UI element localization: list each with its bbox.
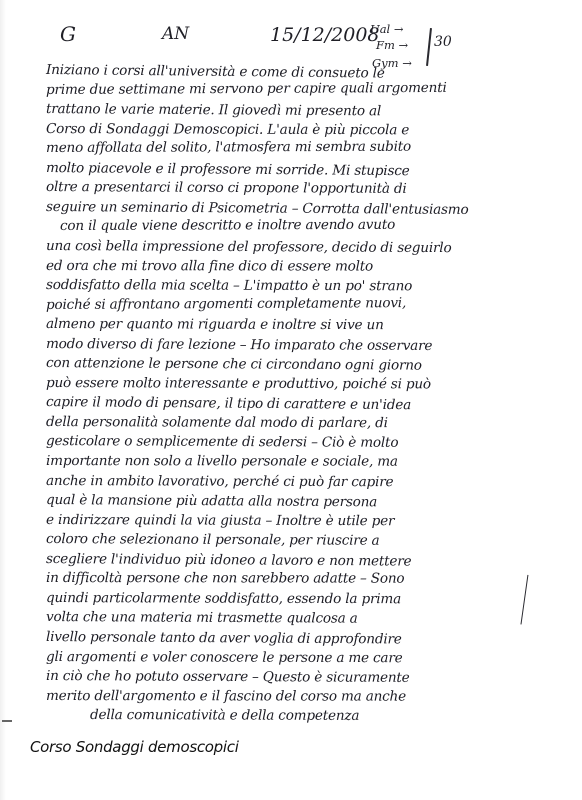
essay-line: Corso di Sondaggi Demoscopici. L'aula è più piccola e: [45, 120, 410, 138]
essay-line: gli argomenti e voler conoscere le persone a me care: [45, 648, 403, 666]
essay-line: quindi particolarmente soddisfatto, essendo la prima: [45, 589, 402, 608]
header-initial: G: [60, 22, 76, 46]
essay-line: scegliere l'individuo più idoneo a lavoro e non mettere: [45, 550, 412, 570]
essay-line: almeno per quanto mi riguarda e inoltre si vive un: [45, 316, 384, 334]
essay-line: prime due settimane mi servono per capire quali argomenti: [45, 79, 447, 98]
scan-edge-shadow: [0, 0, 6, 800]
header-date: 15/12/2008: [270, 24, 380, 46]
essay-line: in difficoltà persone che non sarebbero adatte – Sono: [45, 570, 405, 587]
essay-line: poiché si affrontano argomenti completamente nuovi,: [45, 294, 407, 313]
essay-line: Iniziano i corsi all'università e come di consueto le: [45, 62, 385, 82]
essay-line: capire il modo di pensare, il tipo di carattere e un'idea: [45, 394, 412, 414]
score-total: 30: [434, 34, 452, 50]
essay-line: della comunicatività e della competenza: [89, 707, 360, 725]
essay-line: soddisfatto della mia scelta – L'impatto è un po' strano: [45, 277, 413, 295]
essay-line: modo diverso di fare lezione – Ho imparato che osservare: [45, 335, 433, 354]
essay-line: gesticolare o semplicemente di sedersi – Ciò è molto: [45, 433, 399, 452]
essay-line: importante non solo a livello personale e sociale, ma: [45, 453, 398, 470]
essay-line: seguire un seminario di Psicometria – Corrotta dall'entusiasmo: [45, 198, 469, 218]
essay-line: e indirizzare quindi la via giusta – Inoltre è utile per: [45, 511, 395, 529]
page-caption: Corso Sondaggi demoscopici: [30, 738, 239, 756]
essay-line: merito dell'argomento e il fascino del corso ma anche: [45, 687, 406, 705]
score-line-3: Gym →: [372, 56, 412, 70]
essay-line: può essere molto interessante e produttivo, poiché si può: [45, 374, 431, 393]
essay-line: con il quale viene descritto e inoltre avendo avuto: [59, 217, 396, 235]
margin-tick: [2, 720, 12, 722]
essay-line: della personalità solamente dal modo di parlare, di: [45, 413, 388, 432]
essay-line: oltre a presentarci il corso ci propone l'opportunità di: [45, 179, 407, 198]
essay-line: anche in ambito lavorativo, perché ci può far capire: [45, 472, 394, 490]
essay-line: trattano le varie materie. Il giovedì mi presento al: [45, 101, 382, 120]
score-separator: [426, 28, 432, 66]
margin-bracket-mark: [511, 573, 529, 624]
essay-line: ed ora che mi trovo alla fine dico di essere molto: [45, 257, 374, 275]
essay-line: livello personale tanto da aver voglia di approfondire: [45, 628, 402, 648]
essay-line: coloro che selezionano il personale, per riuscire a: [45, 531, 380, 549]
essay-line: volta che una materia mi trasmette qualcosa a: [45, 609, 358, 628]
essay-line: una così bella impressione del professore, decido di seguirlo: [45, 237, 452, 257]
score-line-1: Ual →: [370, 22, 404, 36]
essay-line: meno affollata del solito, l'atmosfera mi sembra subito: [45, 138, 412, 157]
essay-line: con attenzione le persone che ci circondano ogni giorno: [45, 355, 422, 374]
score-line-2: Fm →: [376, 38, 409, 52]
essay-line: in ciò che ho potuto osservare – Questo è sicuramente: [45, 668, 410, 686]
header-year-code: AN: [162, 24, 190, 44]
essay-line: qual è la mansione più adatta alla nostra persona: [45, 492, 378, 511]
essay-line: molto piacevole e il professore mi sorride. Mi stupisce: [45, 159, 410, 179]
